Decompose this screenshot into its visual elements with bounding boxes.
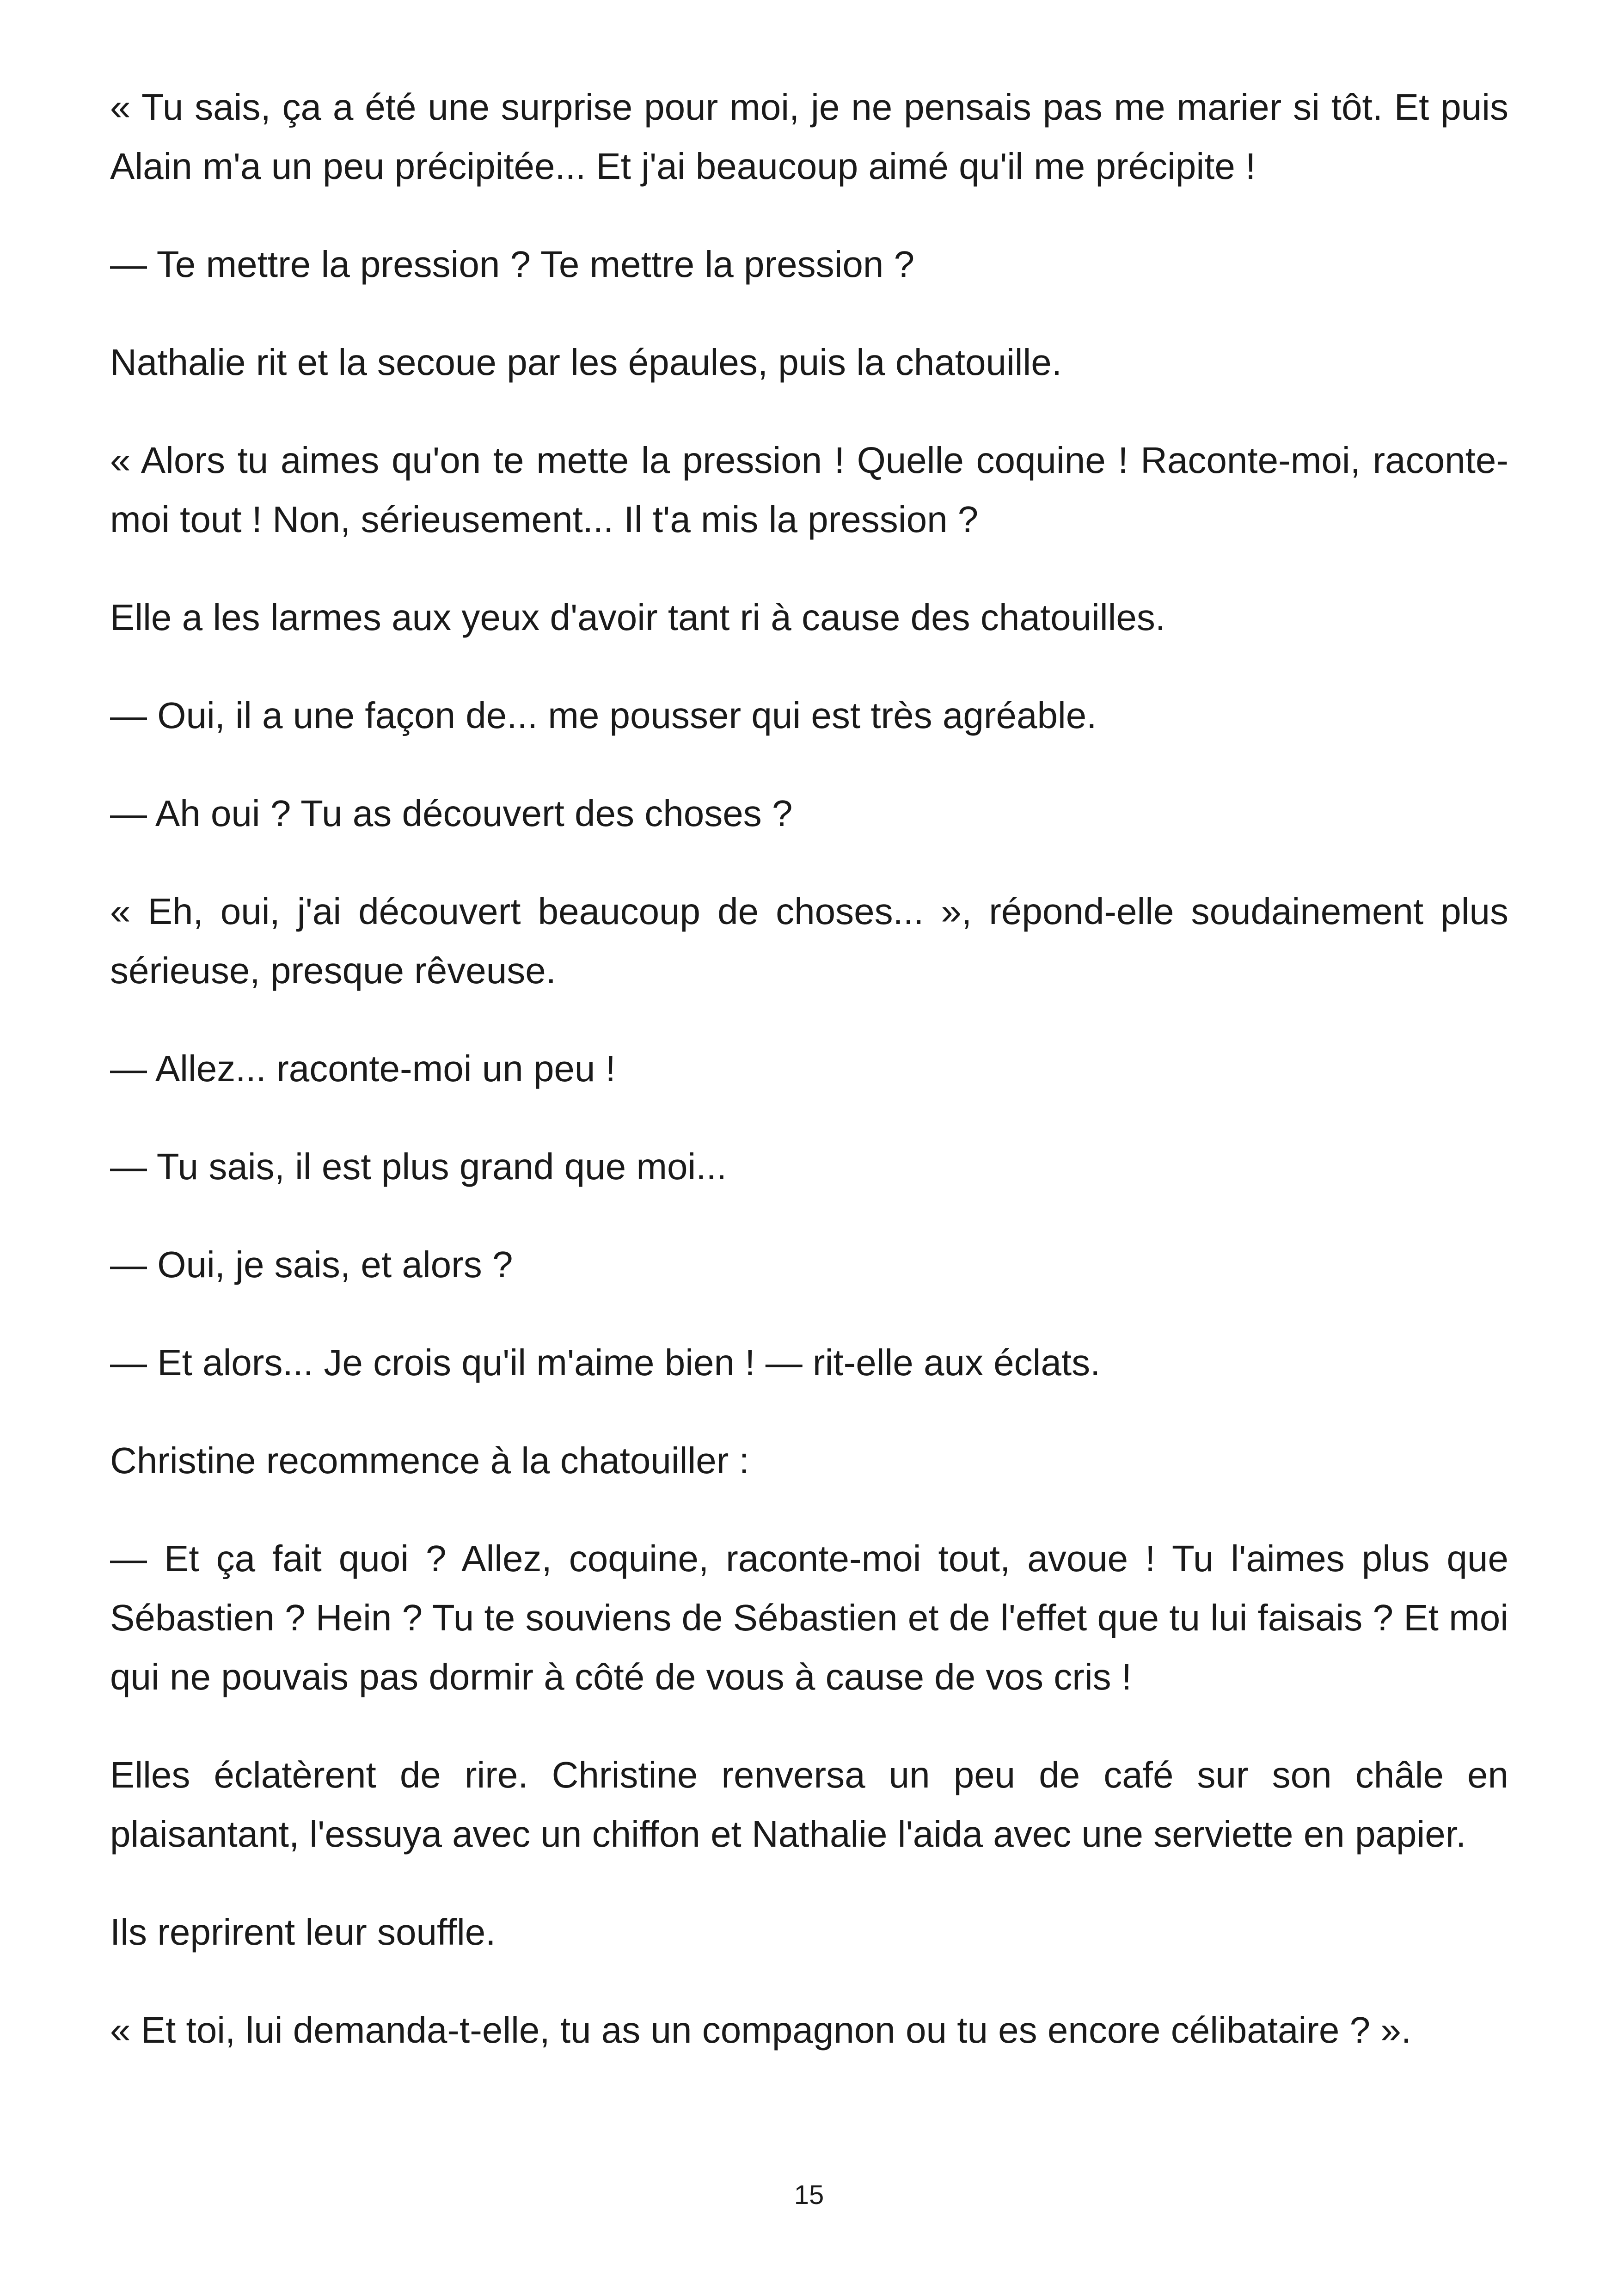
paragraph: Elle a les larmes aux yeux d'avoir tant ri à cause des chatouilles. [110, 597, 1166, 638]
paragraph: « Tu sais, ça a été une surprise pour moi, je ne pensais pas me marier si tôt. Et puis Alain m'a un peu précipitée... Et j'ai beaucoup aimé qu'il me précipite ! [110, 86, 1508, 187]
paragraph: — Te mettre la pression ? Te mettre la pression ? [110, 244, 915, 285]
paragraph: « Eh, oui, j'ai découvert beaucoup de choses... », répond-elle soudainement plus sérieuse, presque rêveuse. [110, 891, 1508, 991]
paragraph: Christine recommence à la chatouiller : [110, 1440, 749, 1481]
paragraph: « Et toi, lui demanda-t-elle, tu as un compagnon ou tu es encore célibataire ? ». [110, 2009, 1412, 2051]
paragraph: Elles éclatèrent de rire. Christine renversa un peu de café sur son châle en plaisantant, l'essuya avec un chiffon et Nathalie l'aida avec une serviette en papier. [110, 1754, 1508, 1855]
paragraph: — Ah oui ? Tu as découvert des choses ? [110, 793, 793, 834]
paragraph: — Et ça fait quoi ? Allez, coquine, raconte-moi tout, avoue ! Tu l'aimes plus que Sébastien ? Hein ? Tu te souviens de Sébastien et de l'effet que tu lui faisais ? Et moi qui ne pouvais pas dormir à côté de vous à cause de vos cris ! [110, 1538, 1508, 1697]
paragraph: Nathalie rit et la secoue par les épaules, puis la chatouille. [110, 342, 1062, 383]
paragraph: — Et alors... Je crois qu'il m'aime bien ! — rit-elle aux éclats. [110, 1342, 1101, 1383]
paragraph: — Allez... raconte-moi un peu ! [110, 1048, 616, 1089]
paragraph: « Alors tu aimes qu'on te mette la pression ! Quelle coquine ! Raconte-moi, raconte-moi tout ! Non, sérieusement... Il t'a mis la pression ? [110, 440, 1508, 540]
paragraph: — Oui, je sais, et alors ? [110, 1244, 513, 1285]
paragraph: — Oui, il a une façon de... me pousser qui est très agréable. [110, 695, 1097, 736]
body-text [110, 78, 1508, 2060]
paragraph: — Tu sais, il est plus grand que moi... [110, 1146, 727, 1187]
paragraph: Ils reprirent leur souffle. [110, 1911, 496, 1953]
page-number: 15 [794, 2180, 824, 2210]
